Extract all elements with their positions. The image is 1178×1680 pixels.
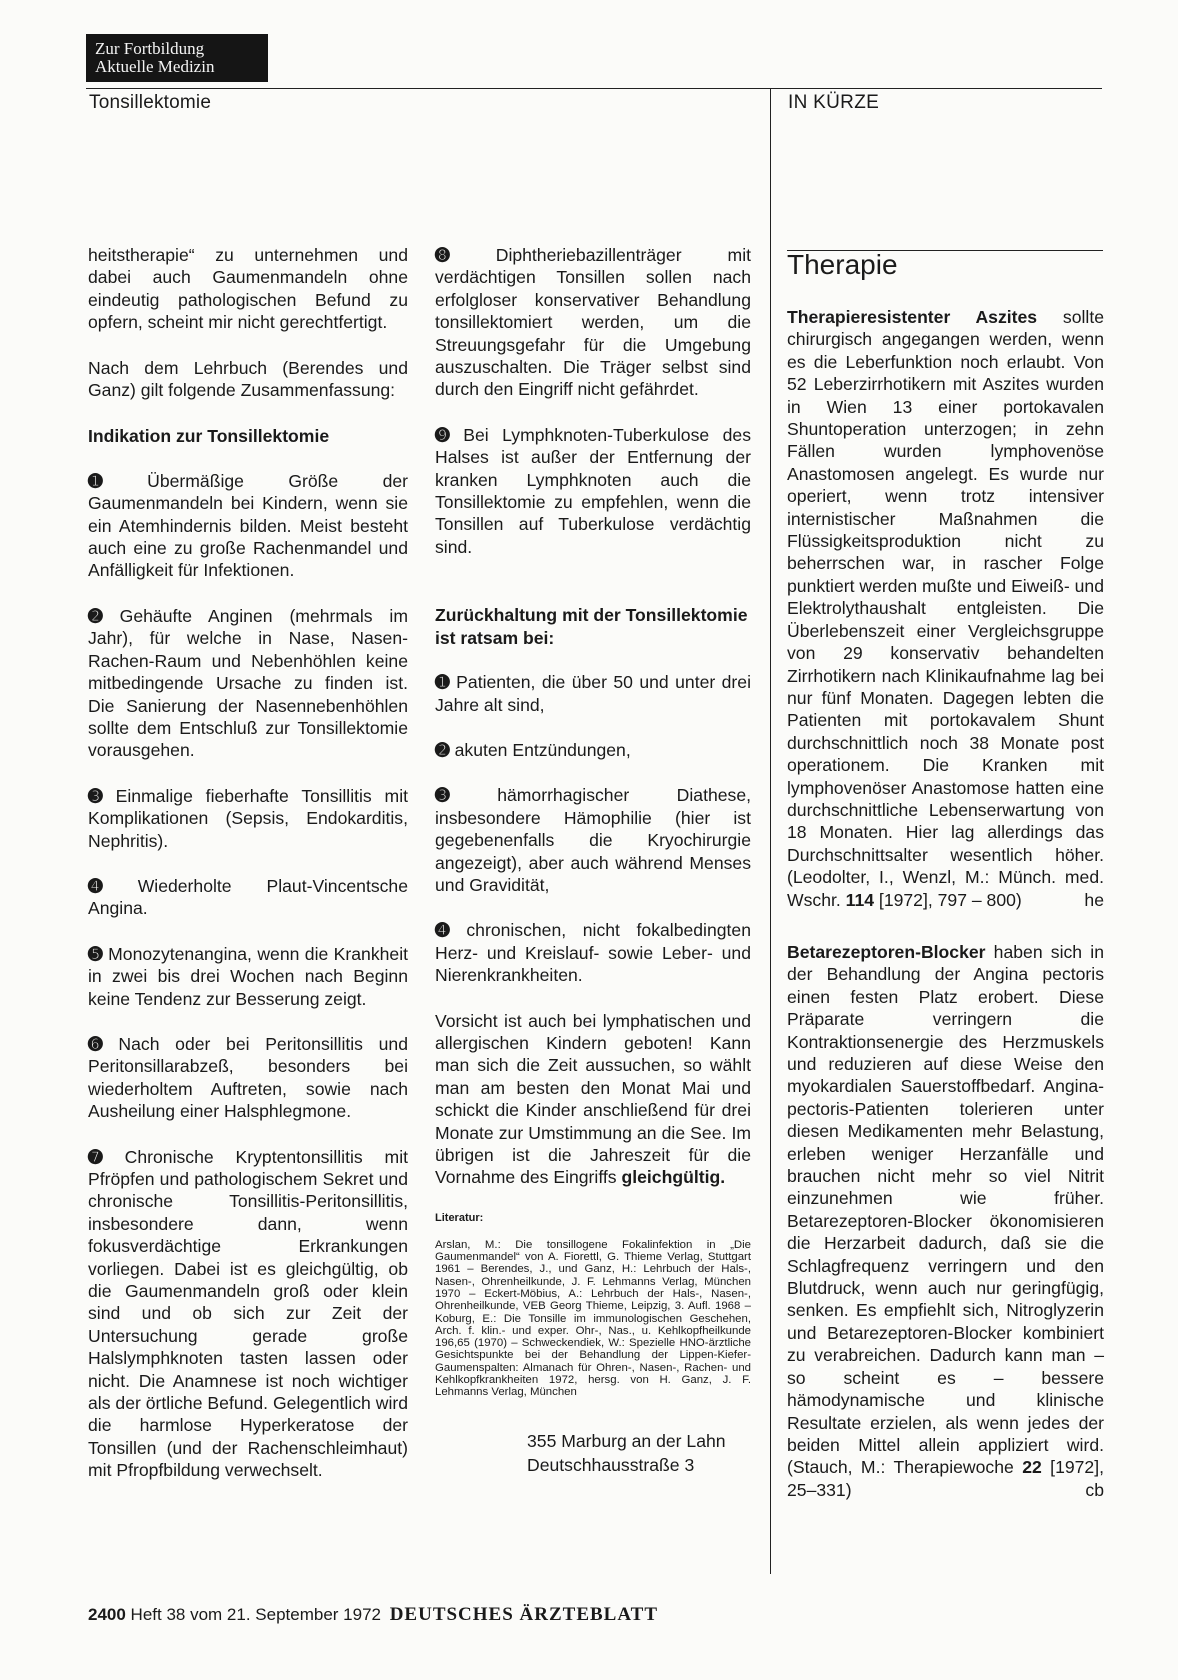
list-item-text: Bei Lymphknoten-Tuberkulose des Halses ist außer der Entfernung der kranken Lymphknoten auch die Tonsillektomie zu empfehlen, wenn die Tonsillen auf Tuberkulose verdächtig sind. — [435, 424, 751, 557]
number-bullet-icon: ➍ — [88, 875, 103, 896]
author-initials: he — [1084, 889, 1104, 910]
number-bullet-icon: ➐ — [88, 1146, 103, 1167]
news-item-ascites — [787, 306, 1104, 911]
list-item-text: Übermäßige Größe der Gaumenmandeln bei Kindern, wenn sie ein Atemhindernis bilden. Meist besteht auch eine zu große Rachenmandel und Anfälligkeit für Infektionen. — [88, 470, 408, 581]
list-item — [88, 1146, 408, 1482]
paragraph — [435, 1010, 751, 1189]
volume-number: 22 — [1022, 1457, 1042, 1478]
number-bullet-icon: ➊ — [435, 672, 450, 693]
number-bullet-icon: ➌ — [435, 785, 450, 806]
list-item — [435, 424, 751, 558]
volume-number: 114 — [845, 889, 875, 910]
list-item — [435, 784, 751, 896]
badge-line-1: Zur Fortbildung — [95, 39, 205, 58]
column-divider — [770, 88, 771, 1574]
therapy-title: Therapie — [787, 249, 898, 280]
section-badge — [86, 34, 268, 82]
literature-heading: Literatur: — [435, 1211, 484, 1224]
list-item — [435, 739, 751, 761]
page-footer — [88, 1604, 658, 1626]
number-bullet-icon: ➒ — [435, 424, 450, 445]
list-item — [435, 919, 751, 986]
number-bullet-icon: ➑ — [435, 245, 450, 265]
article-topic: Tonsillektomie — [89, 92, 212, 113]
address-line: Deutschhausstraße 3 — [527, 1454, 695, 1475]
news-text: sollte chirurgisch angegangen werden, wenn es die Leberfunktion noch erlaubt. Von 52 Leberzirrhotikern mit Aszites wurden in Wien 13 einer portokavalen Shuntoperation unterzogen; in zehn Fällen wurden lymphovenöse Anastomosen angelegt. Es wurde nur operiert, wenn trotz intensiver internistischer Maßnahmen die Flüssigkeitsproduktion nicht zu beherrschen war, in rascher Folge punktiert werden mußte und Eiweiß- und Elektrolythaushalt entgleisten. Die Überlebenszeit einer Vergleichsgruppe von 29 konservativ behandelten Zirrhotikern nach Klinikaufnahme lag bei nur fünf Monaten. Dagegen lebten die Patienten mit portokavalem Shunt durchschnittlich noch 38 Monate post operationem. Die Kranken mit lymphovenöser Anastomose hatten eine durchschnittliche Lebenserwartung von 18 Monaten. Hier lag allerdings das Durchschnittsalter wesentlich höher. (Leodolter, I., Wenzl, M.: Münch. med. Wschr. — [787, 307, 1104, 910]
badge-line-2: Aktuelle Medizin — [95, 57, 215, 76]
number-bullet-icon: ➋ — [88, 605, 103, 626]
literature-list: Arslan, M.: Die tonsillogene Fokalinfektion in „Die Gaumenmandel“ von A. Fiorettl, G. Thieme Verlag, Stuttgart 1961 – Berendes, J., und Ganz, H.: Lehrbuch der Hals-, Nasen-, Ohrenheilkunde, J. F. Lehmanns Verlag, München 1970 – Eckert-Möbius, A.: Lehrbuch der Hals-, Nasen-, Ohrenheilkunde, VEB Georg Thieme, Leipzig, 3. Aufl. 1968 – Koburg, E.: Die Tonsille im immunologischen Geschehen, Arch. f. klin.- und exper. Ohr-, Nas., u. Kehlkopfheilkunde 196,65 (1970) – Schweckendiek, W.: Spezielle HNO-ärztliche Gesichtspunkte bei der Behandlung der Lippen-Kiefer-Gaumenspalten: Almanach für Ohren-, Nasen-, Rachen- und Kehlkopfkrankheiten 1972, hersg. von H. Ganz, J. F. Lehmanns Verlag, München — [435, 1238, 751, 1399]
list-item-text: Chronische Kryptentonsillitis mit Pfröpfen und pathologischem Sekret und chronische Tonsillitis-Peritonsillitis, insbesondere dann, wenn fokusverdächtige Erkrankungen vorliegen. Dabei ist es gleichgültig, ob die Gaumenmandeln groß oder klein sind und ob sich zur Zeit der Untersuchung gerade große Halslymphknoten tasten lassen oder nicht. Die Anamnese ist noch wichtiger als der örtliche Befund. Gelegentlich wird die harmlose Hyperkeratose der Tonsillen (und der Rachenschleimhaut) mit Pfropfbildung verwechselt. — [88, 1146, 409, 1481]
column-3 — [787, 244, 1104, 1524]
column-1 — [88, 244, 408, 1505]
reference-text: [1972], 25–331) — [787, 1457, 1104, 1500]
caution-heading: Zurückhaltung mit der Tonsillektomie ist ratsam bei: — [435, 605, 748, 648]
list-item-text: akuten Entzündungen, — [454, 739, 631, 760]
list-item-text: Monozytenangina, wenn die Krankheit in zwei bis drei Wochen nach Beginn keine Tendenz zur Besserung zeigt. — [88, 943, 409, 1009]
number-bullet-icon: ➋ — [435, 739, 450, 760]
news-text: haben sich in der Behandlung der Angina pectoris einen festen Platz erobert. Diese Präparate verringern die Kontraktionsenergie des Herzmuskels und reduzieren auf diese Weise den myokardialen Sauerstoffbedarf. Angina-pectoris-Patienten tolerieren unter diesen Medikamenten mehr Belastung, erleben weniger Herzanfälle und brauchen nicht mehr so viel Nitrit einzunehmen wie früher. Betarezeptoren-Blocker ökonomisieren die Herzarbeit dadurch, daß sie die Schlagfrequenz verringern und den Blutdruck, wenn auch nur geringfügig, senken. Es empfiehlt sich, Nitroglyzerin und Betarezeptoren-Blocker kombiniert zu verabreichen. Dadurch kann man – so scheint es – bessere hämodynamische und klinische Resultate erzielen, als wenn jedes der beiden Mittel allein appliziert wird. (Stauch, M.: Therapiewoche — [787, 941, 1104, 1478]
list-item — [435, 671, 751, 716]
number-bullet-icon: ➏ — [88, 1033, 103, 1054]
list-item — [88, 605, 408, 762]
list-item — [88, 785, 408, 852]
list-item-text: Gehäufte Anginen (mehrmals im Jahr), für welche in Nase, Nasen-Rachen-Raum und Nebenhöhlen keine mitbedingende Ursache zu finden ist. Die Sanierung der Nasennebenhöhlen sollte dem Entschluß zur Tonsillektomie vorausgehen. — [88, 605, 408, 761]
lead-text: Therapieresistenter Aszites — [787, 307, 1038, 327]
number-bullet-icon: ➍ — [435, 920, 450, 941]
list-item-text: Diphtheriebazillenträger mit verdächtigen Tonsillen sollen nach erfolgloser konservativer Behandlung tonsillektomiert werden, um die Streuungsgefahr für die Umgebung auszuschalten. Die Träger selbst sind durch den Eingriff nicht gefährdet. — [435, 245, 751, 400]
list-item-text: chronischen, nicht fokalbedingten Herz- und Kreislauf- sowie Leber- und Nierenkrankheiten. — [435, 920, 751, 986]
magazine-name: DEUTSCHES ÄRZTEBLATT — [389, 1604, 659, 1625]
column-2 — [435, 244, 751, 1477]
indication-heading: Indikation zur Tonsillektomie — [88, 426, 330, 447]
list-item — [435, 244, 751, 401]
address-line: 355 Marburg an der Lahn — [527, 1430, 726, 1451]
list-item-text: Nach oder bei Peritonsillitis und Peritonsillarabzeß, besonders bei wiederholtem Auftreten, sowie nach Ausheilung einer Halsphlegmone. — [88, 1033, 408, 1122]
lead-text: Betarezeptoren-Blocker — [787, 941, 986, 962]
number-bullet-icon: ➌ — [88, 785, 103, 806]
page-number: 2400 — [88, 1605, 126, 1624]
list-item — [88, 875, 408, 920]
list-item-text: Wiederholte Plaut-Vincentsche Angina. — [88, 875, 408, 919]
author-address — [527, 1429, 751, 1477]
news-item-betablocker — [787, 941, 1104, 1501]
author-initials: cb — [1085, 1479, 1104, 1500]
list-item-text: hämorrhagischer Diathese, insbesondere Hämophilie (hier ist gegebenenfalls die Kryochirurgie angezeigt), aber auch während Menses und Gravidität, — [435, 785, 751, 895]
number-bullet-icon: ➊ — [88, 470, 103, 491]
list-item — [88, 1033, 408, 1123]
paragraph: Nach dem Lehrbuch (Berendes und Ganz) gilt folgende Zusammenfassung: — [88, 357, 408, 401]
number-bullet-icon: ➎ — [88, 943, 103, 964]
list-item — [88, 470, 408, 582]
emphasis-text: gleichgültig. — [621, 1167, 726, 1188]
section-title-in-kuerze: IN KÜRZE — [788, 92, 880, 113]
issue-info: Heft 38 vom 21. September 1972 — [125, 1605, 386, 1624]
list-item-text: Einmalige fieberhafte Tonsillitis mit Komplikationen (Sepsis, Endokarditis, Nephritis). — [88, 785, 409, 851]
paragraph-text: Vorsicht ist auch bei lymphatischen und allergischen Kindern geboten! Kann man sich die Zeit aussuchen, so wählt man am besten den Monat Mai und schickt die Kinder anschließend für drei Monate zur Umstimmung an die See. Im übrigen ist die Jahreszeit für die Vornahme des Eingriffs — [435, 1010, 751, 1188]
reference-text: [1972], 797 – 800) — [874, 889, 1022, 910]
list-item — [88, 943, 408, 1010]
list-item-text: Patienten, die über 50 und unter drei Jahre alt sind, — [435, 672, 751, 715]
header-rule — [86, 88, 1102, 89]
paragraph: heitstherapie“ zu unternehmen und dabei auch Gaumenmandeln ohne eindeutig pathologischen Befund zu opfern, scheint mir nicht gerechtfertigt. — [88, 245, 408, 333]
